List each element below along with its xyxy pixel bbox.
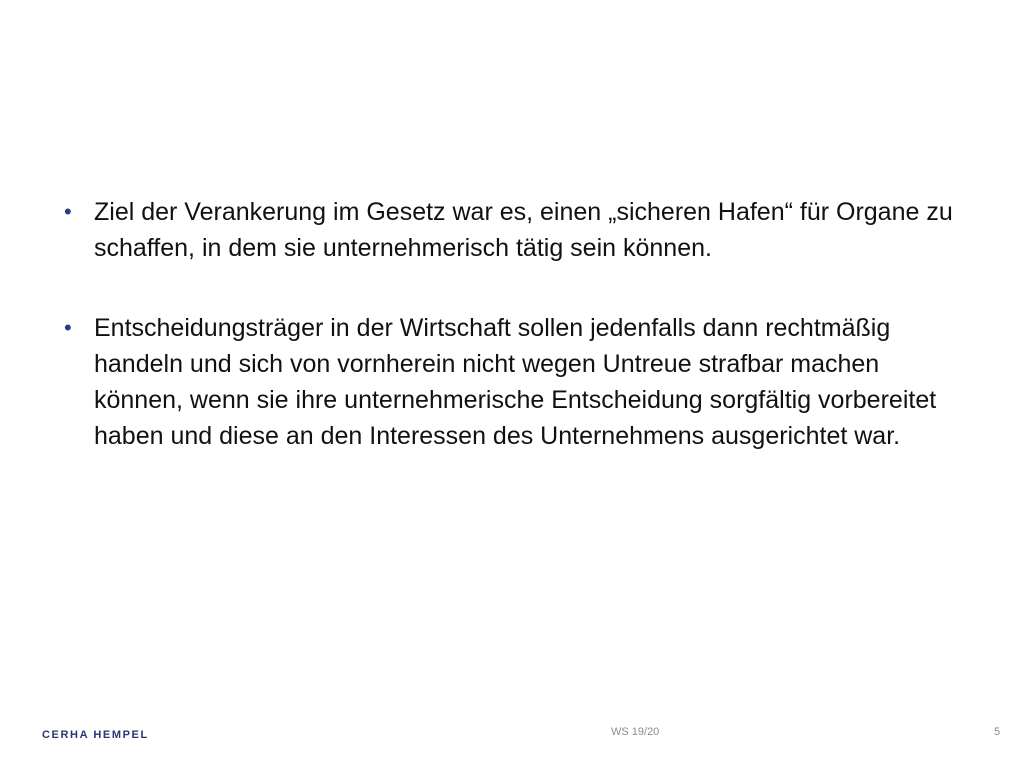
bullet-icon: • <box>64 199 72 224</box>
page-number: 5 <box>994 726 1001 738</box>
bullet-list <box>58 194 958 498</box>
bullet-item-2 <box>58 310 958 454</box>
semester-label: WS 19/20 <box>611 726 660 738</box>
bullet-icon: • <box>64 315 72 340</box>
cerha-hempel-logo: CERHA HEMPEL <box>42 729 149 741</box>
bullet-item-1 <box>58 194 958 266</box>
bullet-text-2: Entscheidungsträger in der Wirtschaft sollen jedenfalls dann rechtmäßig handeln und sich von vornherein nicht wegen Untreue strafbar machen können, wenn sie ihre unternehmerische Entscheidung sorgfältig vorbereitet haben und diese an den Interessen des Unternehmens ausgerichtet war. <box>94 314 937 450</box>
bullet-text-1: Ziel der Verankerung im Gesetz war es, einen „sicheren Hafen“ für Organe zu schaffen, in dem sie unternehmerisch tätig sein können. <box>94 198 953 262</box>
